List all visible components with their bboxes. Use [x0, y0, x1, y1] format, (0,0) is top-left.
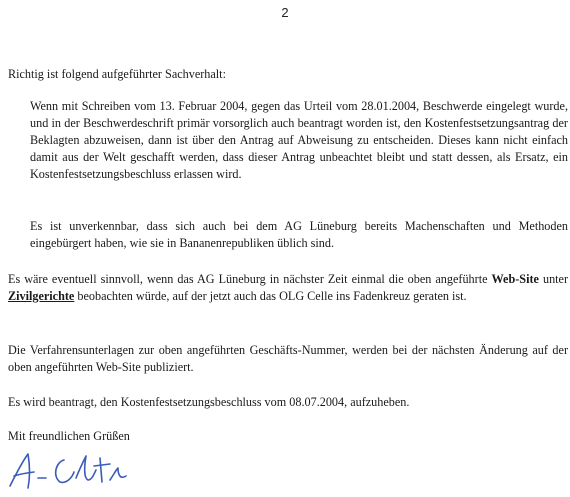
web-site-term: Web-Site	[491, 272, 539, 286]
closing-greeting: Mit freundlichen Grüßen	[8, 429, 130, 443]
paragraph-web-site-part2: unter	[542, 272, 569, 286]
handwritten-signature	[4, 446, 134, 492]
paragraph-web-site-part3: beobachten würde, auf der jetzt auch das OLG Celle ins Fadenkreuz geraten ist.	[77, 289, 467, 303]
paragraph-machenschaften: Es ist unverkennbar, dass sich auch bei dem AG Lüneburg bereits Machenschaften und Methoden eingebürgert haben, wie sie in Bananenrepubliken üblich sind.	[30, 219, 568, 250]
zivilgerichte-link[interactable]: Zivilgerichte	[8, 289, 75, 303]
intro-text: Richtig ist folgend aufgeführter Sachverhalt:	[8, 67, 226, 81]
paragraph-web-site	[8, 271, 568, 305]
paragraph-verfahrensunterlagen: Die Verfahrensunterlagen zur oben angeführten Geschäfts-Nummer, werden bei der nächsten Änderung auf der oben angeführten Web-Site publiziert.	[8, 343, 568, 374]
paragraph-antrag: Es wird beantragt, den Kostenfestsetzungsbeschluss vom 08.07.2004, aufzuheben.	[8, 395, 410, 409]
paragraph-web-site-part1: Es wäre eventuell sinnvoll, wenn das AG Lüneburg in nächster Zeit einmal die oben angeführte	[8, 272, 488, 286]
paragraph-beschwerde: Wenn mit Schreiben vom 13. Februar 2004, gegen das Urteil vom 28.01.2004, Beschwerde eingelegt wurde, und in der Beschwerdeschrift primär vorsorglich auch beantragt worden ist, den Kostenfestsetzungsantrag der Beklagten abzuweisen, dann ist über den Antrag auf Abweisung zu entscheiden. Dieses kann nicht einfach damit aus der Welt geschafft werden, dass dieser Antrag unbeachtet bleibt und statt dessen, als Ersatz, ein Kostenfestsetzungsbeschluss erlassen wird.	[30, 99, 568, 181]
page-number: 2	[281, 5, 289, 20]
